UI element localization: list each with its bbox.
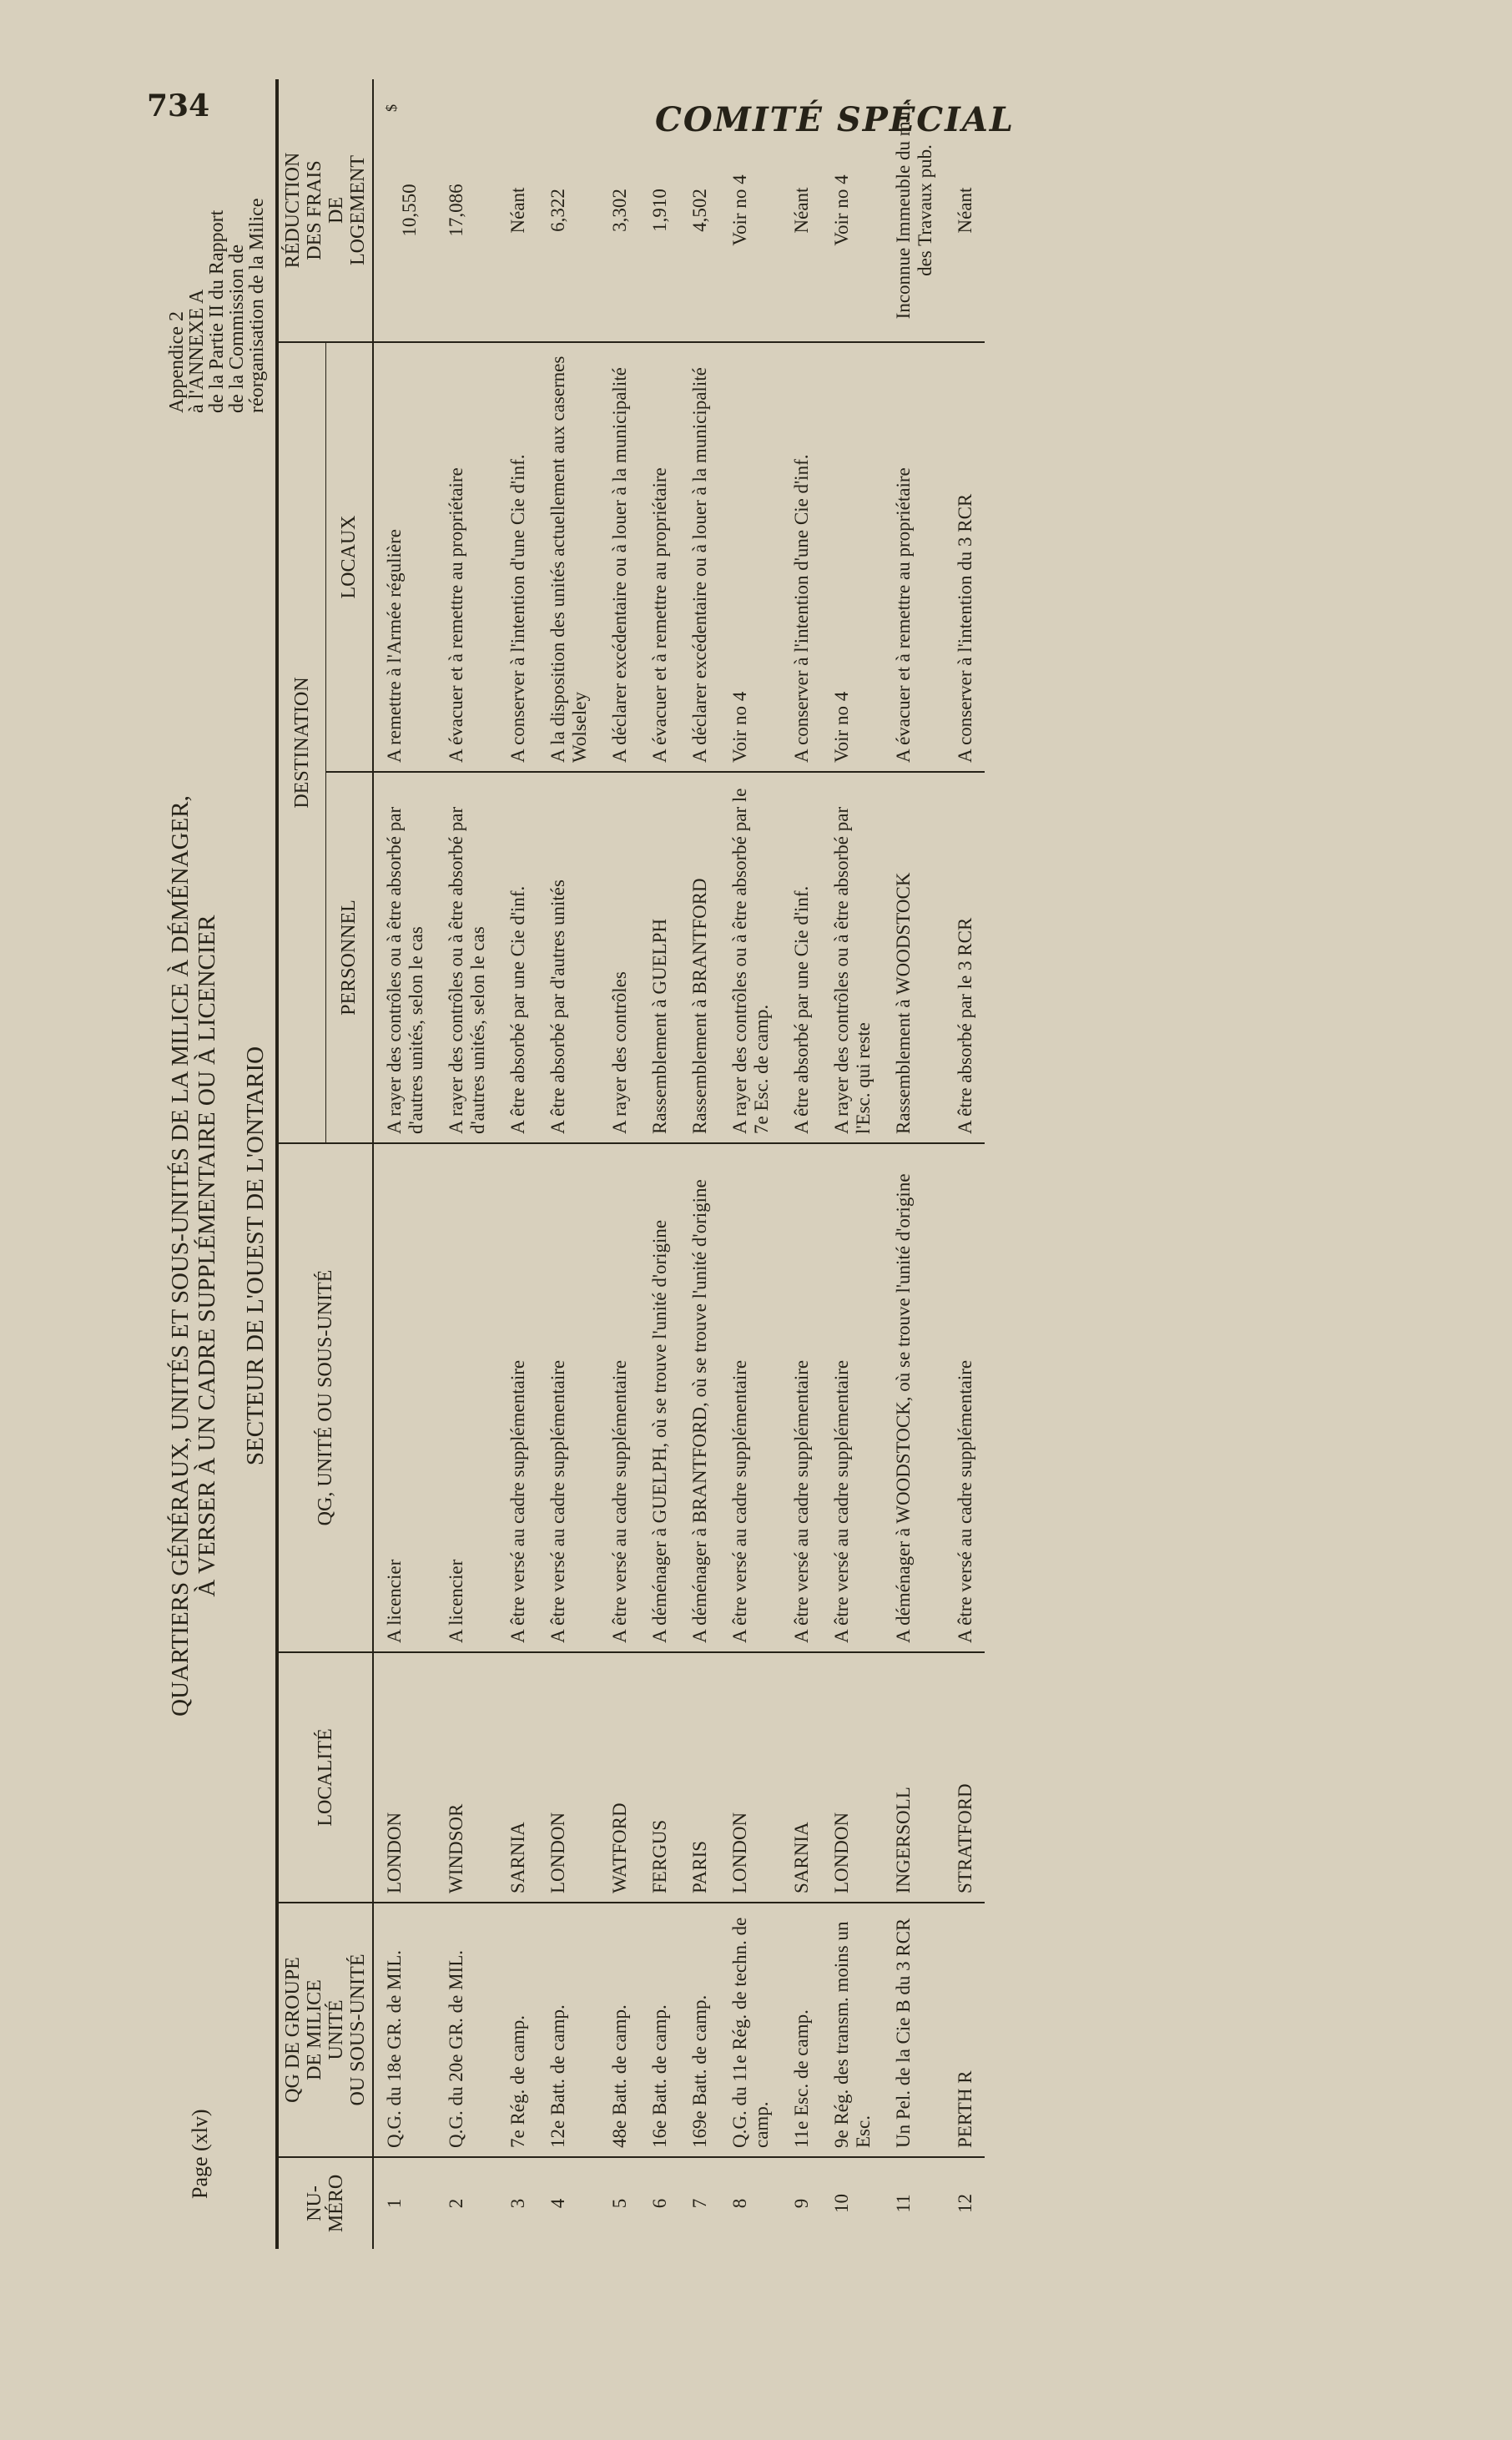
- cell-reduction-text: Néant: [507, 187, 528, 234]
- cell-groupe: [945, 1903, 985, 2157]
- cell-unite-text: A licencier: [384, 1559, 405, 1643]
- cell-personnel-text: A rayer des contrôles ou à être absorbé par le 7e Esc. de camp.: [729, 788, 772, 1134]
- cell-localite-text: INGERSOLL: [893, 1787, 914, 1893]
- cell-reduction: [537, 79, 599, 342]
- cell-reduction: [945, 79, 985, 342]
- cell-unite: [599, 1143, 639, 1652]
- cell-personnel-text: A rayer des contrôles ou à être absorbé par d'autres unités, selon le cas: [384, 806, 426, 1134]
- header-destination: DESTINATION: [277, 342, 325, 1143]
- cell-locaux-text: A conserver à l'intention d'une Cie d'inf.: [791, 454, 812, 763]
- cell-numero-text: 11: [893, 2194, 914, 2213]
- appendix-line: à l'ANNEXE A: [186, 289, 208, 413]
- cell-reduction: [639, 79, 679, 342]
- cell-numero-text: 10: [831, 2194, 852, 2213]
- cell-groupe-text: PERTH R: [955, 2070, 975, 2148]
- cell-personnel: [639, 772, 679, 1143]
- cell-reduction-text: 17,086: [446, 184, 466, 237]
- header-numero: NU- MÉRO: [277, 2157, 373, 2249]
- cell-locaux-text: Voir no 4: [831, 691, 852, 763]
- cell-localite-text: LONDON: [384, 1812, 405, 1893]
- table-row: [599, 79, 639, 2249]
- cell-localite-text: WATFORD: [609, 1802, 630, 1893]
- cell-reduction: [781, 79, 821, 342]
- cell-localite-text: LONDON: [831, 1812, 852, 1893]
- cell-personnel: [679, 772, 719, 1143]
- cell-personnel: [883, 772, 945, 1143]
- cell-personnel-text: A être absorbé par une Cie d'inf.: [791, 885, 812, 1134]
- table-row: [821, 79, 883, 2249]
- cell-numero-text: 3: [507, 2198, 528, 2209]
- table-row: [781, 79, 821, 2249]
- table-row: [497, 79, 537, 2249]
- cell-unite-text: A être versé au cadre supplémentaire: [729, 1359, 750, 1643]
- cell-personnel: [781, 772, 821, 1143]
- cell-reduction: [821, 79, 883, 342]
- cell-localite: [883, 1652, 945, 1903]
- cell-unite-text: A déménager à BRANTFORD, où se trouve l'unité d'origine: [689, 1179, 710, 1643]
- cell-personnel-text: Rassemblement à BRANTFORD: [689, 878, 710, 1134]
- cell-numero: [537, 2157, 599, 2249]
- cell-groupe: [719, 1903, 781, 2157]
- cell-locaux: [883, 342, 945, 772]
- cell-reduction: [436, 79, 497, 342]
- cell-numero: [945, 2157, 985, 2249]
- cell-locaux-text: A évacuer et à remettre au propriétaire: [649, 467, 670, 763]
- cell-reduction: [497, 79, 537, 342]
- cell-locaux-text: A la disposition des unités actuellement aux casernes Wolseley: [547, 355, 590, 763]
- appendix-line: de la Partie II du Rapport: [206, 209, 228, 413]
- cell-personnel: [719, 772, 781, 1143]
- cell-localite: [599, 1652, 639, 1903]
- cell-unite-text: A être versé au cadre supplémentaire: [831, 1359, 852, 1643]
- cell-localite-text: STRATFORD: [955, 1783, 975, 1893]
- cell-personnel-text: A rayer des contrôles ou à être absorbé par l'Esc. qui reste: [831, 806, 874, 1134]
- cell-unite-text: A déménager à WOODSTOCK, où se trouve l'unité d'origine: [893, 1173, 914, 1643]
- table-row: [945, 79, 985, 2249]
- cell-groupe-text: 48e Batt. de camp.: [609, 2004, 630, 2148]
- cell-personnel-text: A être absorbé par d'autres unités: [547, 880, 568, 1134]
- cell-reduction: [719, 79, 781, 342]
- appendix-line: de la Commission de: [226, 245, 248, 413]
- cell-groupe-text: Q.G. du 18e GR. de MIL.: [384, 1950, 405, 2148]
- cell-groupe-text: 7e Rég. de camp.: [507, 2014, 528, 2148]
- cell-locaux-text: A évacuer et à remettre au propriétaire: [893, 467, 914, 763]
- cell-localite: [537, 1652, 599, 1903]
- cell-numero: [821, 2157, 883, 2249]
- cell-localite: [679, 1652, 719, 1903]
- cell-numero-text: 12: [955, 2194, 975, 2213]
- cell-localite: [821, 1652, 883, 1903]
- cell-localite-text: LONDON: [547, 1812, 568, 1893]
- cell-unite-text: A être versé au cadre supplémentaire: [547, 1359, 568, 1643]
- cell-unite: [436, 1143, 497, 1652]
- cell-personnel-text: Rassemblement à WOODSTOCK: [893, 872, 914, 1134]
- cell-reduction-text: Voir no 4: [831, 174, 852, 246]
- cell-reduction-text: Néant: [955, 187, 975, 234]
- cell-groupe-text: Q.G. du 11e Rég. de techn. de camp.: [729, 1917, 772, 2148]
- cell-personnel: [436, 772, 497, 1143]
- cell-numero-text: 7: [689, 2198, 710, 2209]
- cell-numero-text: 8: [729, 2198, 750, 2209]
- cell-groupe: [781, 1903, 821, 2157]
- cell-locaux: [436, 342, 497, 772]
- table-row: [537, 79, 599, 2249]
- running-head: COMITÉ SPÉCIAL: [655, 100, 1016, 139]
- table-row: [883, 79, 945, 2249]
- cell-unite-text: A déménager à GUELPH, où se trouve l'unité d'origine: [649, 1219, 670, 1643]
- cell-locaux-text: A déclarer excédentaire ou à louer à la municipalité: [689, 367, 710, 763]
- cell-numero: [883, 2157, 945, 2249]
- cell-reduction: [599, 79, 639, 342]
- cell-localite: [719, 1652, 781, 1903]
- appendix-reference: [167, 199, 267, 413]
- cell-personnel: [821, 772, 883, 1143]
- cell-locaux: [599, 342, 639, 772]
- cell-numero: [781, 2157, 821, 2249]
- cell-personnel-text: Rassemblement à GUELPH: [649, 918, 670, 1134]
- cell-personnel-text: A rayer des contrôles ou à être absorbé par d'autres unités, selon le cas: [446, 806, 488, 1134]
- cell-localite: [639, 1652, 679, 1903]
- cell-numero-text: 9: [791, 2198, 812, 2209]
- cell-unite-text: A licencier: [446, 1559, 466, 1643]
- header-localite: LOCALITÉ: [277, 1652, 373, 1903]
- cell-numero: [639, 2157, 679, 2249]
- cell-localite-text: PARIS: [689, 1840, 710, 1893]
- cell-reduction-text: Néant: [791, 187, 812, 234]
- cell-localite-text: FERGUS: [649, 1819, 670, 1893]
- header-locaux: LOCAUX: [325, 342, 373, 772]
- cell-locaux: [945, 342, 985, 772]
- cell-groupe-text: 12e Batt. de camp.: [547, 2004, 568, 2148]
- cell-numero: [436, 2157, 497, 2249]
- cell-groupe: [679, 1903, 719, 2157]
- cell-unite-text: A être versé au cadre supplémentaire: [507, 1359, 528, 1643]
- title-line-2: À VERSER À UN CADRE SUPPLÉMENTAIRE OU À LICENCIER: [194, 915, 220, 1597]
- cell-reduction-text: 6,322: [547, 189, 568, 232]
- cell-unite: [945, 1143, 985, 1652]
- cell-locaux: [537, 342, 599, 772]
- cell-groupe: [821, 1903, 883, 2157]
- cell-personnel: [373, 772, 436, 1143]
- rotated-table-sheet: [167, 63, 1469, 2282]
- page-reference: Page (xlv): [188, 2109, 212, 2199]
- appendix-line: réorganisation de la Milice: [246, 198, 268, 413]
- cell-localite-text: LONDON: [729, 1812, 750, 1893]
- table-row: [679, 79, 719, 2249]
- cell-reduction: [373, 79, 436, 342]
- cell-reduction: [679, 79, 719, 342]
- cell-locaux-text: Voir no 4: [729, 691, 750, 763]
- cell-numero-text: 5: [609, 2198, 630, 2209]
- cell-personnel-text: A être absorbé par le 3 RCR: [955, 917, 975, 1134]
- cell-groupe-text: 16e Batt. de camp.: [649, 2004, 670, 2148]
- cell-unite: [373, 1143, 436, 1652]
- cell-numero-text: 4: [547, 2198, 568, 2209]
- cell-localite-text: WINDSOR: [446, 1803, 466, 1893]
- cell-localite-text: SARNIA: [507, 1822, 528, 1893]
- header-unite: QG, UNITÉ OU SOUS-UNITÉ: [277, 1143, 373, 1652]
- cell-groupe-text: 9e Rég. des transm. moins un Esc.: [831, 1921, 874, 2148]
- table-row: [373, 79, 436, 2249]
- cell-groupe-text: 11e Esc. de camp.: [791, 2009, 812, 2148]
- cell-reduction-text: 1,910: [649, 189, 670, 232]
- cell-reduction-text: Voir no 4: [729, 174, 750, 246]
- cell-numero: [373, 2157, 436, 2249]
- cell-groupe: [537, 1903, 599, 2157]
- cell-unite-text: A être versé au cadre supplémentaire: [609, 1359, 630, 1643]
- table-body: [373, 79, 985, 2249]
- cell-personnel-text: A être absorbé par une Cie d'inf.: [507, 885, 528, 1134]
- appendix-line: Appendice 2: [166, 311, 188, 413]
- cell-unite: [821, 1143, 883, 1652]
- cell-localite: [497, 1652, 537, 1903]
- table-row: [639, 79, 679, 2249]
- table-row: [436, 79, 497, 2249]
- table-title: [167, 547, 269, 1965]
- cell-personnel: [945, 772, 985, 1143]
- cell-unite: [781, 1143, 821, 1652]
- cell-locaux-text: A remettre à l'Armée régulière: [384, 529, 405, 763]
- cell-localite: [436, 1652, 497, 1903]
- cell-numero-text: 6: [649, 2198, 670, 2209]
- cell-reduction-text: 10,550: [399, 184, 420, 237]
- currency-symbol: $: [383, 104, 400, 112]
- cell-groupe: [639, 1903, 679, 2157]
- cell-reduction-text: 4,502: [689, 189, 710, 232]
- cell-unite: [679, 1143, 719, 1652]
- cell-groupe: [883, 1903, 945, 2157]
- cell-unite: [537, 1143, 599, 1652]
- cell-locaux: [639, 342, 679, 772]
- cell-groupe-text: 169e Batt. de camp.: [689, 1994, 710, 2148]
- cell-personnel-text: A rayer des contrôles: [609, 971, 630, 1134]
- cell-unite-text: A être versé au cadre supplémentaire: [791, 1359, 812, 1643]
- cell-locaux-text: A conserver à l'intention d'une Cie d'inf.: [507, 454, 528, 763]
- cell-numero: [497, 2157, 537, 2249]
- cell-locaux-text: A évacuer et à remettre au propriétaire: [446, 467, 466, 763]
- cell-locaux: [679, 342, 719, 772]
- cell-unite: [883, 1143, 945, 1652]
- cell-groupe: [497, 1903, 537, 2157]
- cell-unite: [719, 1143, 781, 1652]
- cell-reduction-text: 3,302: [609, 189, 630, 232]
- cell-localite: [781, 1652, 821, 1903]
- title-line-3: SECTEUR DE L'OUEST DE L'ONTARIO: [242, 1046, 269, 1466]
- militia-units-table: [275, 79, 985, 2249]
- cell-numero-text: 1: [384, 2198, 405, 2209]
- cell-locaux-text: A conserver à l'intention du 3 RCR: [955, 493, 975, 763]
- cell-groupe: [373, 1903, 436, 2157]
- cell-locaux: [719, 342, 781, 772]
- cell-numero: [719, 2157, 781, 2249]
- cell-localite: [945, 1652, 985, 1903]
- cell-groupe-text: Un Pel. de la Cie B du 3 RCR: [893, 1918, 914, 2148]
- cell-unite: [497, 1143, 537, 1652]
- cell-localite-text: SARNIA: [791, 1822, 812, 1893]
- cell-numero: [679, 2157, 719, 2249]
- cell-personnel: [537, 772, 599, 1143]
- header-personnel: PERSONNEL: [325, 772, 373, 1143]
- cell-locaux: [373, 342, 436, 772]
- cell-groupe-text: Q.G. du 20e GR. de MIL.: [446, 1950, 466, 2148]
- cell-unite-text: A être versé au cadre supplémentaire: [955, 1359, 975, 1643]
- cell-reduction: [883, 79, 945, 342]
- cell-personnel: [599, 772, 639, 1143]
- cell-numero-text: 2: [446, 2198, 466, 2209]
- title-line-1: QUARTIERS GÉNÉRAUX, UNITÉS ET SOUS-UNITÉS DE LA MILICE À DÉMÉNAGER,: [167, 795, 194, 1717]
- table-row: [719, 79, 781, 2249]
- page-number: 734: [147, 88, 210, 124]
- cell-localite: [373, 1652, 436, 1903]
- header-reduction: RÉDUCTION DES FRAIS DE LOGEMENT: [277, 79, 373, 342]
- cell-groupe: [436, 1903, 497, 2157]
- cell-locaux: [781, 342, 821, 772]
- cell-groupe: [599, 1903, 639, 2157]
- header-groupe: QG DE GROUPE DE MILICE UNITÉ OU SOUS-UNITÉ: [277, 1903, 373, 2157]
- cell-unite: [639, 1143, 679, 1652]
- cell-locaux-text: A déclarer excédentaire ou à louer à la municipalité: [609, 367, 630, 763]
- cell-locaux: [497, 342, 537, 772]
- cell-personnel: [497, 772, 537, 1143]
- cell-locaux: [821, 342, 883, 772]
- cell-numero: [599, 2157, 639, 2249]
- cell-reduction-text: Inconnue Immeuble du min. des Travaux pub.: [893, 101, 935, 320]
